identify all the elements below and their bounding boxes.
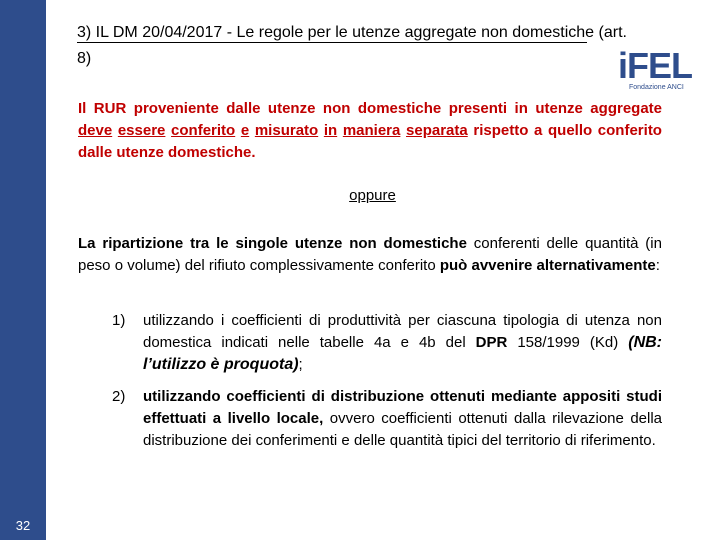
logo-subtitle: Fondazione ANCI: [629, 84, 684, 91]
page-number: 32: [15, 518, 31, 533]
list-item: [112, 386, 662, 452]
list-item-text: utilizzando coefficienti di distribuzione ottenuti mediante appositi studi effettuati a livello locale, ovvero coefficienti ottenuti dalla rilevazione della distribuzione dei conferimenti e delle quantità tipici del territorio di riferimento.: [143, 388, 663, 449]
list-item-number: 1): [112, 312, 126, 329]
title-underline: [77, 42, 587, 43]
ifel-logo: [610, 46, 690, 96]
logo-text: iFEL: [618, 45, 692, 86]
ripartizione-paragraph: La ripartizione tra le singole utenze non domestiche conferenti delle quantità (in peso o volume) del rifiuto complessivamente conferito può avvenire alternativamente:: [78, 235, 662, 274]
red-rule-paragraph: Il RUR proveniente dalle utenze non domestiche presenti in utenze aggregate deve essere conferito e misurato in maniera separata rispetto a quello conferito dalle utenze domestiche.: [78, 100, 662, 161]
list-item-number: 2): [112, 388, 126, 405]
slide-title: 3) IL DM 20/04/2017 - Le regole per le utenze aggregate non domestiche (art. 8): [77, 24, 627, 67]
left-sidebar-bar: [0, 0, 46, 540]
oppure-separator: oppure: [349, 187, 396, 204]
list-item-text: utilizzando i coefficienti di produttività per ciascuna tipologia di utenza non domestica indicati nelle tabelle 4a e 4b del DPR 158/1999 (Kd) (NB: l’utilizzo è proquota);: [143, 312, 662, 373]
list-item: [112, 310, 662, 376]
